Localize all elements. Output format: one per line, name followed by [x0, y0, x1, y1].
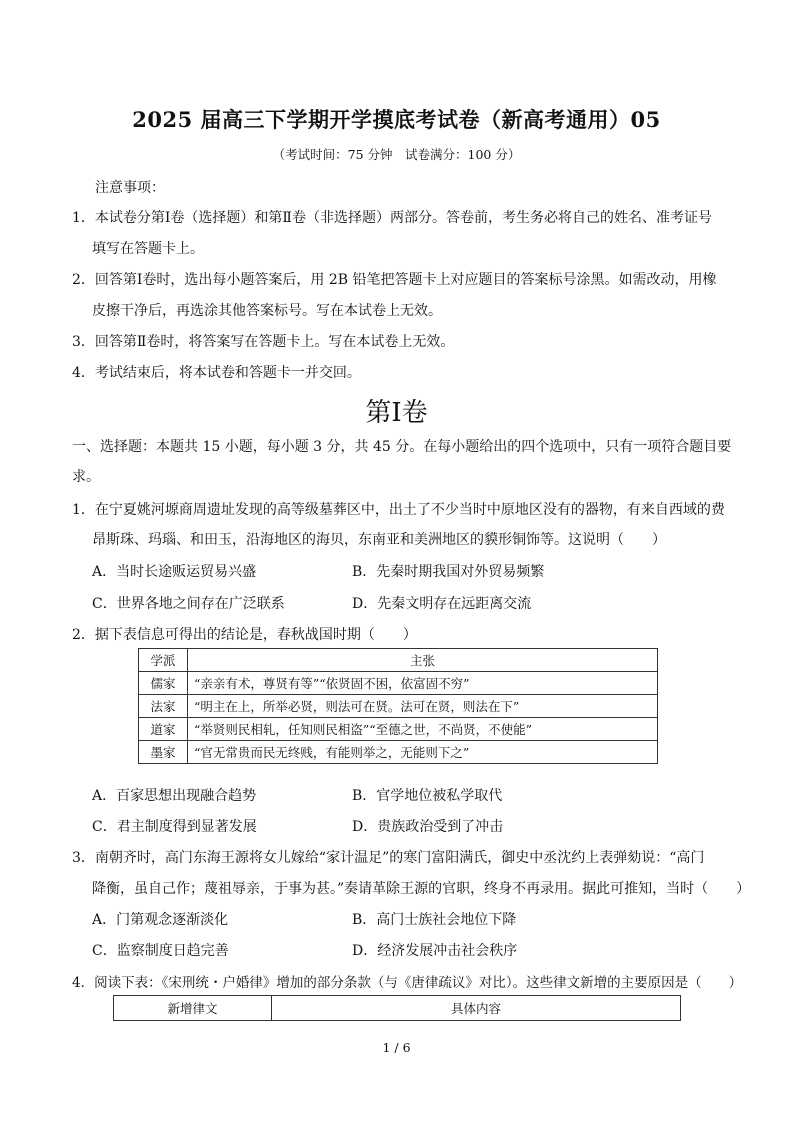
table-row — [139, 718, 658, 741]
table-row — [139, 672, 658, 695]
q3-stem-line-2: 降衡，虽自己作；蔑祖辱亲，于事为甚。”奏请革除王源的官职，终身不再录用。据此可推知，当时（ ） — [92, 881, 751, 897]
table-cell-claim: “官无常贵而民无终贱，有能则举之，无能则下之” — [188, 741, 658, 764]
q4-stem: 4．阅读下表：《宋刑统・户婚律》增加的部分条款（与《唐律疏议》对比）。这些律文新增的主要原因是（ ） — [72, 975, 743, 991]
table-header-cell: 新增律文 — [114, 996, 272, 1021]
q2-table — [138, 648, 658, 764]
notice-item-2-line-1: 2．回答第Ⅰ卷时，选出每小题答案后，用 2B 铅笔把答题卡上对应题目的答案标号涂黑。如需改动，用橡 — [72, 272, 717, 288]
q3-option-a[interactable]: A．门第观念逐渐淡化 — [92, 912, 229, 928]
q3-option-b[interactable]: B．高门士族社会地位下降 — [352, 912, 517, 928]
table-row — [139, 741, 658, 764]
table-cell-claim: “亲亲有术，尊贤有等”“依贤固不困，依富固不穷” — [188, 672, 658, 695]
q3-option-d[interactable]: D．经济发展冲击社会秩序 — [352, 943, 518, 959]
section-heading-line-2: 求。 — [72, 469, 100, 485]
table-cell-school: 儒家 — [139, 672, 188, 695]
table-cell-school: 法家 — [139, 695, 188, 718]
table-header-row — [114, 996, 681, 1021]
table-cell-school: 道家 — [139, 718, 188, 741]
q2-option-b[interactable]: B．官学地位被私学取代 — [352, 788, 503, 804]
q3-option-c[interactable]: C．监察制度日趋完善 — [92, 943, 229, 959]
notice-item-4: 4．考试结束后，将本试卷和答题卡一并交回。 — [72, 365, 361, 381]
table-header-cell: 具体内容 — [272, 996, 681, 1021]
q1-stem-line-1: 1．在宁夏姚河塬商周遗址发现的高等级墓葬区中，出土了不少当时中原地区没有的器物，有来自西域的费 — [72, 502, 725, 518]
notice-item-1-line-2: 填写在答题卡上。 — [92, 241, 204, 257]
q1-option-d[interactable]: D．先秦文明存在远距离交流 — [352, 596, 532, 612]
q1-option-c[interactable]: C．世界各地之间存在广泛联系 — [92, 596, 285, 612]
q2-option-c[interactable]: C．君主制度得到显著发展 — [92, 819, 257, 835]
table-header-cell: 学派 — [139, 649, 188, 672]
notice-heading: 注意事项： — [95, 180, 165, 196]
exam-title: 2025 届高三下学期开学摸底考试卷（新高考通用）05 — [132, 107, 661, 132]
notice-item-3: 3．回答第Ⅱ卷时，将答案写在答题卡上。写在本试卷上无效。 — [72, 334, 455, 350]
table-cell-claim: “举贤则民相轧，任知则民相盗”“至德之世，不尚贤，不使能” — [188, 718, 658, 741]
q1-option-b[interactable]: B．先秦时期我国对外贸易频繁 — [352, 564, 545, 580]
q2-stem: 2．据下表信息可得出的结论是，春秋战国时期（ ） — [72, 627, 417, 643]
notice-item-1-line-1: 1．本试卷分第Ⅰ卷（选择题）和第Ⅱ卷（非选择题）两部分。答卷前，考生务必将自己的姓名、准考证号 — [72, 210, 712, 226]
q3-stem-line-1: 3．南朝齐时，高门东海王源将女儿嫁给“家计温足”的寒门富阳满氏，御史中丞沈约上表弹劾说：“高门 — [72, 850, 705, 866]
q2-option-a[interactable]: A．百家思想出现融合趋势 — [92, 788, 257, 804]
notice-item-2-line-2: 皮擦干净后，再选涂其他答案标号。写在本试卷上无效。 — [92, 303, 442, 319]
page-number: 1 / 6 — [382, 1040, 411, 1055]
q1-option-a[interactable]: A．当时长途贩运贸易兴盛 — [92, 564, 257, 580]
section-heading-line-1: 一、选择题：本题共 15 小题，每小题 3 分，共 45 分。在每小题给出的四个选项中，只有一项符合题目要 — [72, 439, 732, 455]
table-cell-claim: “明主在上，所举必贤，则法可在贤。法可在贤，则法在下” — [188, 695, 658, 718]
part-title: 第Ⅰ卷 — [365, 398, 428, 428]
q2-option-d[interactable]: D．贵族政治受到了冲击 — [352, 819, 504, 835]
table-header-cell: 主张 — [188, 649, 658, 672]
q4-table — [113, 995, 681, 1021]
table-header-row — [139, 649, 658, 672]
table-cell-school: 墨家 — [139, 741, 188, 764]
exam-subtitle: （考试时间：75 分钟 试卷满分：100 分） — [272, 147, 521, 162]
q1-stem-line-2: 昂斯珠、玛瑙、和田玉，沿海地区的海贝，东南亚和美洲地区的貘形铜饰等。这说明（ ） — [92, 532, 666, 548]
table-row — [139, 695, 658, 718]
